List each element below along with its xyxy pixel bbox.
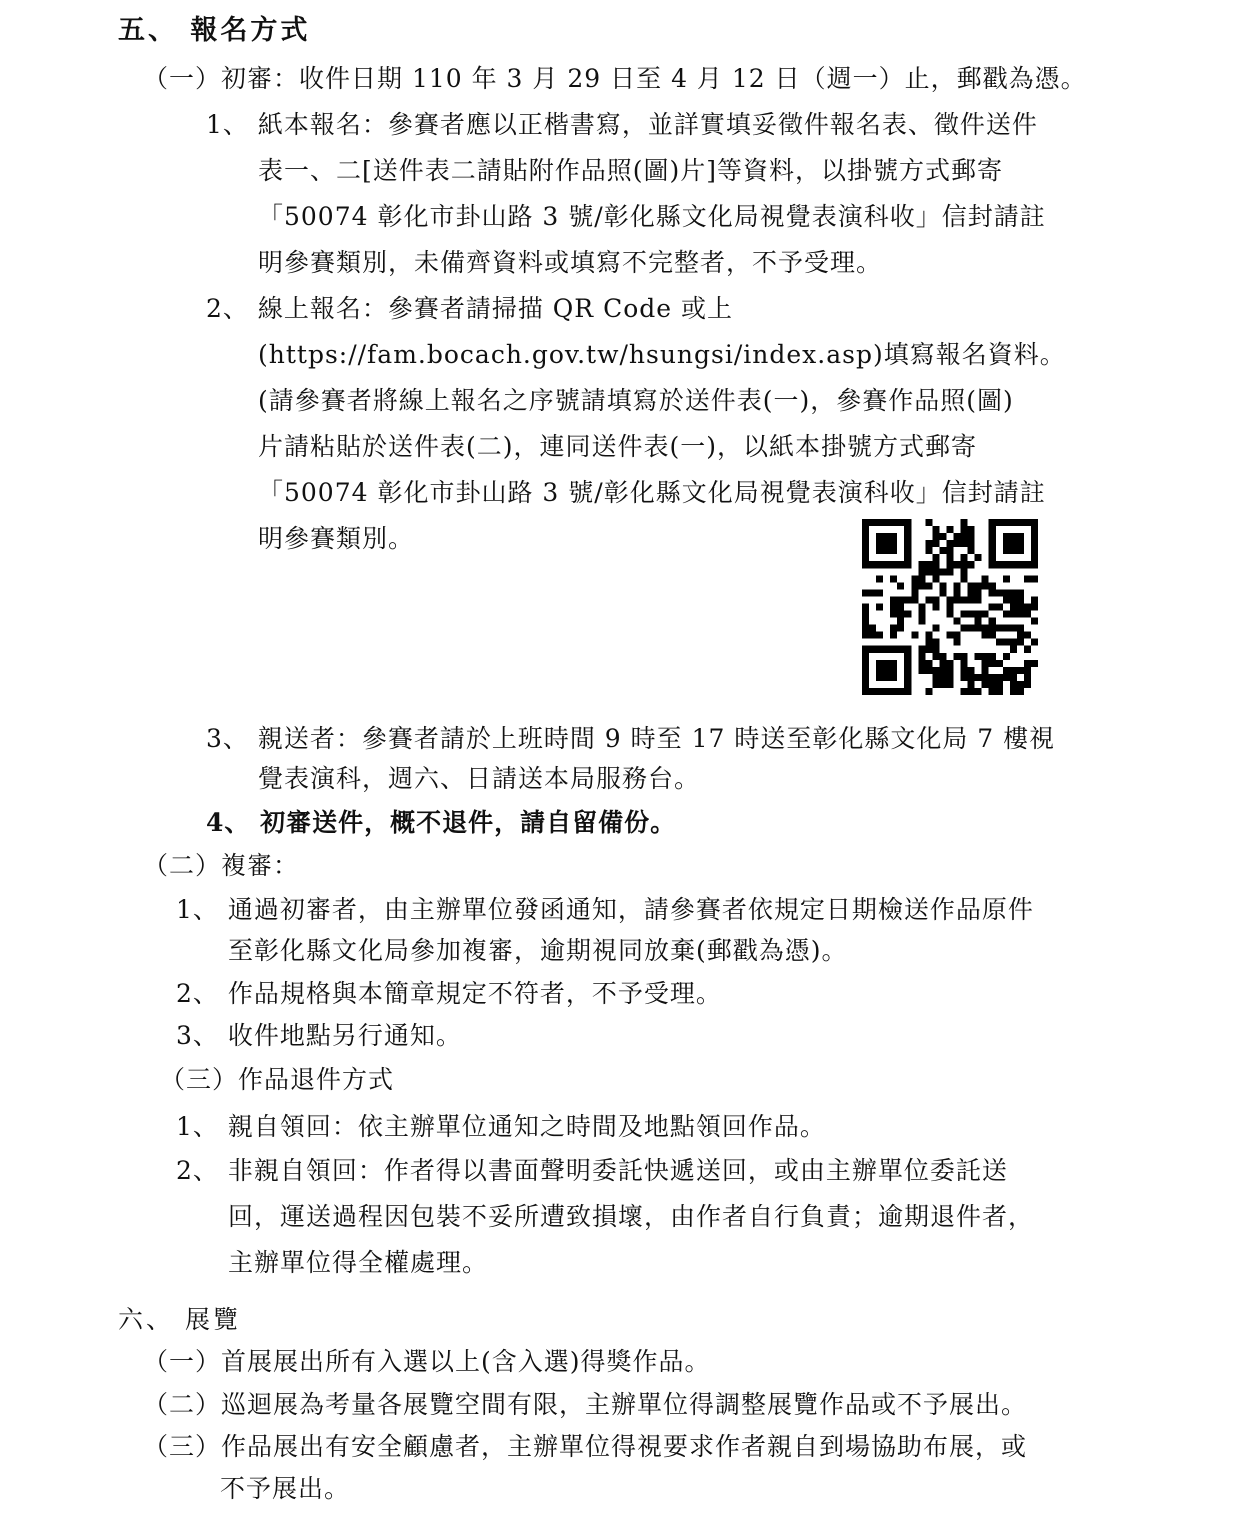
item-1-1-line-1: 1、 紙本報名：參賽者應以正楷書寫，並詳實填妥徵件報名表、徵件送件 [206, 110, 1038, 139]
item-1-1-line-2: 表一、二[送件表二請貼附作品照(圖)片]等資料，以掛號方式郵寄 [258, 156, 1004, 185]
item-2-3: 3、 收件地點另行通知。 [176, 1021, 462, 1050]
sub-3-label: （三）作品退件方式 [160, 1065, 395, 1094]
item-3-2-line-2: 回，運送過程因包裝不妥所遭致損壞，由作者自行負責；逾期退件者， [228, 1202, 1035, 1231]
sub-2-label: （二）複審： [143, 851, 300, 880]
item-2-1-line-1: 1、 通過初審者，由主辦單位發函通知，請參賽者依規定日期檢送作品原件 [176, 895, 1034, 924]
exhibit-item-3: （三）作品展出有安全顧慮者，主辦單位得視要求作者親自到場協助布展，或 [143, 1432, 1028, 1461]
item-1-3-line-1: 3、 親送者：參賽者請於上班時間 9 時至 17 時送至彰化縣文化局 7 樓視 [206, 724, 1056, 753]
item-3-2-line-3: 主辦單位得全權處理。 [228, 1248, 489, 1277]
item-1-2-line-6: 明參賽類別。 [258, 524, 415, 553]
item-1-1-line-3: 「50074 彰化市卦山路 3 號/彰化縣文化局視覺表演科收」信封請註 [258, 202, 1046, 231]
section-6-heading: 六、 展覽 [118, 1305, 241, 1334]
qr-code-icon [862, 519, 1038, 695]
item-1-2-line-5: 「50074 彰化市卦山路 3 號/彰化縣文化局視覺表演科收」信封請註 [258, 478, 1046, 507]
item-1-2-line-2: (https://fam.bocach.gov.tw/hsungsi/index.asp)填寫報名資料。 [258, 340, 1066, 369]
item-1-2-line-1: 2、 線上報名：參賽者請掃描 QR Code 或上 [206, 294, 733, 323]
item-2-2: 2、 作品規格與本簡章規定不符者，不予受理。 [176, 979, 722, 1008]
item-3-2-line-1: 2、 非親自領回：作者得以書面聲明委託快遞送回，或由主辦單位委託送 [176, 1156, 1008, 1185]
item-1-2-line-3: (請參賽者將線上報名之序號請填寫於送件表(一)，參賽作品照(圖) [258, 386, 1014, 415]
sub-1-label: （一）初審：收件日期 110 年 3 月 29 日至 4 月 12 日（週一）止，郵戳為憑。 [143, 64, 1087, 93]
item-3-1: 1、 親自領回：依主辦單位通知之時間及地點領回作品。 [176, 1112, 826, 1141]
item-1-2-line-4: 片請粘貼於送件表(二)，連同送件表(一)，以紙本掛號方式郵寄 [258, 432, 978, 461]
item-2-1-line-2: 至彰化縣文化局參加複審，逾期視同放棄(郵戳為憑)。 [228, 936, 848, 965]
item-1-4: 4、 初審送件，概不退件，請自留備份。 [206, 808, 677, 837]
exhibit-item-3-cont: 不予展出。 [220, 1474, 351, 1503]
exhibit-item-1: （一）首展展出所有入選以上(含入選)得獎作品。 [143, 1347, 711, 1376]
item-1-1-line-4: 明參賽類別，未備齊資料或填寫不完整者，不予受理。 [258, 248, 883, 277]
exhibit-item-2: （二）巡迴展為考量各展覽空間有限，主辦單位得調整展覽作品或不予展出。 [143, 1390, 1028, 1419]
section-5-heading: 五、 報名方式 [118, 15, 311, 46]
item-1-3-line-2: 覺表演科，週六、日請送本局服務台。 [258, 764, 701, 793]
